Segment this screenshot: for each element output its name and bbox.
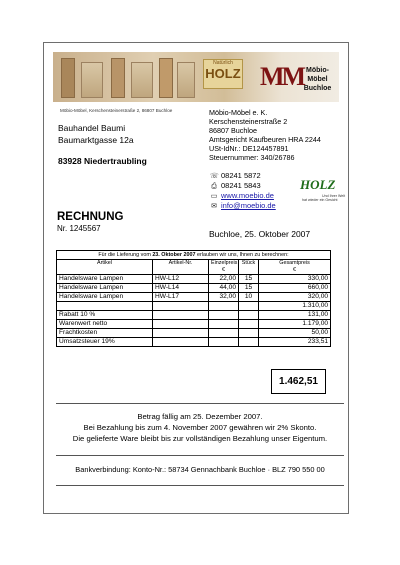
holz-logo-line1: Und Ihrer Welt (322, 194, 346, 198)
contact-phone: 08241 5872 (221, 171, 261, 180)
item-number: HW-L14 (153, 284, 209, 293)
holz-logo: HOLZ (300, 177, 336, 192)
net-label: Warenwert netto (57, 320, 153, 329)
furniture-image (177, 62, 195, 98)
discount-row (57, 311, 331, 320)
net-value: 1.179,00 (259, 320, 331, 329)
table-intro-row (57, 251, 331, 260)
company-name: Möbio-Möbel e. K. (209, 108, 268, 117)
phone-icon: ☏ (210, 173, 219, 180)
divider (56, 485, 344, 486)
freight-label: Frachtkosten (57, 329, 153, 338)
bank-details: Bankverbindung: Konto-Nr.: 58734 Gennachbank Buchloe · BLZ 790 550 00 (75, 465, 325, 474)
item-total: 320,00 (259, 293, 331, 302)
item-price: 44,00 (209, 284, 239, 293)
payment-due-note: Betrag fällig am 25. Dezember 2007. (137, 412, 263, 421)
moebio-logo-name: Möbio-Möbel (306, 67, 329, 83)
invoice-table (56, 250, 331, 347)
column-header-article: Artikel (57, 260, 153, 275)
table-row (57, 275, 331, 284)
vat-row (57, 338, 331, 347)
web-icon: ▭ (210, 193, 218, 200)
moebio-logo-text (296, 66, 339, 93)
net-row (57, 320, 331, 329)
item-article: Handelsware Lampen (57, 275, 153, 284)
holz-logo-line2: hat wieder ein Gesicht (302, 198, 338, 202)
column-header-unit-price: Einzelpreis € (209, 260, 239, 275)
furniture-image (159, 58, 173, 98)
vat-label: Umsatzsteuer 19% (57, 338, 153, 347)
discount-label: Rabatt 10 % (57, 311, 153, 320)
freight-row (57, 329, 331, 338)
invoice-number: Nr. 1245567 (57, 224, 101, 233)
discount-note: Bei Bezahlung bis zum 4. November 2007 gewähren wir 2% Skonto. (83, 423, 317, 432)
holz-logo-text: HOLZ (205, 66, 241, 81)
item-article: Handelsware Lampen (57, 284, 153, 293)
item-number: HW-L17 (153, 293, 209, 302)
column-header-article-no: Artikel-Nr. (153, 260, 209, 275)
item-qty: 15 (239, 275, 259, 284)
item-price: 22,00 (209, 275, 239, 284)
company-tax-number: Steuernummer: 340/26786 (209, 153, 295, 162)
item-number: HW-L12 (153, 275, 209, 284)
company-court: Amtsgericht Kaufbeuren HRA 2244 (209, 135, 321, 144)
contact-fax: 08241 5843 (221, 181, 261, 190)
discount-value: 131,00 (259, 311, 331, 320)
item-qty: 15 (239, 284, 259, 293)
column-header-qty: Stück (239, 260, 259, 275)
item-total: 660,00 (259, 284, 331, 293)
recipient-street: Baumarktgasse 12a (58, 135, 134, 145)
furniture-image (61, 58, 75, 98)
table-intro: Für die Lieferung vom 23. Oktober 2007 erlauben wir uns, Ihnen zu berechnen: (57, 251, 331, 260)
table-header-row (57, 260, 331, 275)
letterhead-banner (53, 52, 339, 102)
furniture-image (131, 62, 153, 98)
table-row (57, 293, 331, 302)
company-vat-id: USt-IdNr.: DE124457891 (209, 144, 289, 153)
recipient-city: 83928 Niedertraubling (58, 156, 147, 166)
item-qty: 10 (239, 293, 259, 302)
sender-return-line: Möbio-Möbel, Kerschensteinerstraße 2, 86807 Buchloe (60, 108, 173, 113)
contact-website-link[interactable]: www.moebio.de (221, 191, 274, 200)
item-total: 330,00 (259, 275, 331, 284)
divider (56, 455, 344, 456)
furniture-image (81, 62, 103, 98)
divider (56, 403, 344, 404)
recipient-name: Bauhandel Baumi (58, 123, 126, 133)
vat-value: 233,51 (259, 338, 331, 347)
furniture-image (111, 58, 125, 98)
grand-total: 1.462,51 (271, 369, 326, 394)
subtotal-value: 1.310,00 (259, 302, 331, 311)
table-row (57, 284, 331, 293)
invoice-title: RECHNUNG (57, 211, 124, 223)
item-price: 32,00 (209, 293, 239, 302)
holz-logo-tagline: Natürlich (213, 60, 233, 66)
subtotal-row (57, 302, 331, 311)
moebio-logo-mark: MM (260, 62, 304, 91)
item-article: Handelsware Lampen (57, 293, 153, 302)
freight-value: 50,00 (259, 329, 331, 338)
moebio-logo-city: Buchloe (303, 85, 332, 92)
fax-icon: ⎙ (211, 183, 217, 190)
column-header-total: Gesamtpreis € (259, 260, 331, 275)
mail-icon: ✉ (211, 203, 217, 210)
invoice-date: Buchloe, 25. Oktober 2007 (209, 229, 311, 239)
ownership-note: Die gelieferte Ware bleibt bis zur vollständigen Bezahlung unser Eigentum. (72, 434, 328, 443)
contact-email-link[interactable]: info@moebio.de (221, 201, 276, 210)
company-city: 86807 Buchloe (209, 126, 257, 135)
holz-logo-badge (203, 59, 243, 89)
company-street: Kerschensteinerstraße 2 (209, 117, 288, 126)
